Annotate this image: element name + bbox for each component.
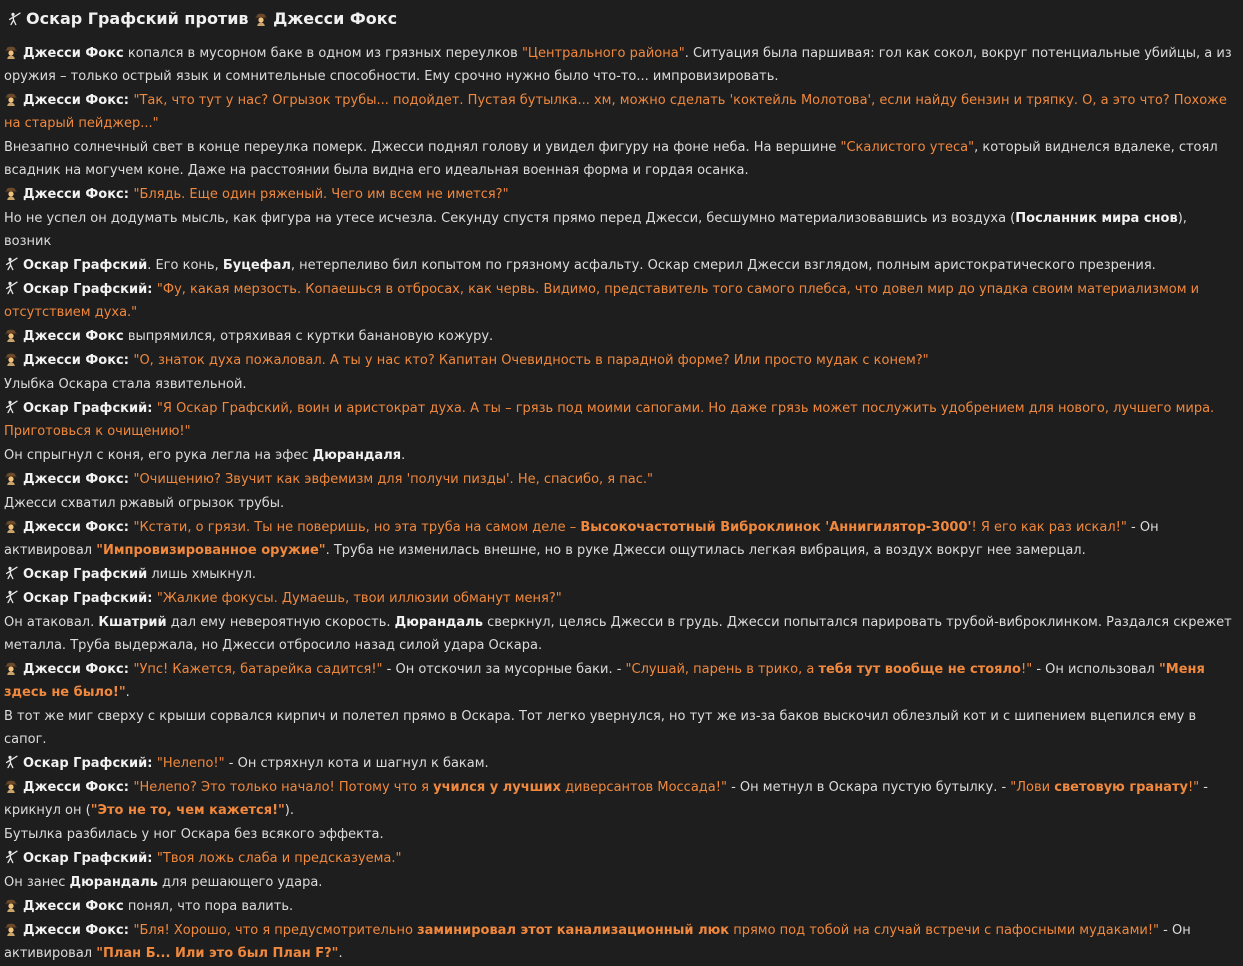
text: . bbox=[401, 447, 406, 463]
title-name-oskar: Оскар Графский bbox=[26, 9, 179, 28]
bold-text: Кшатрий bbox=[98, 615, 167, 631]
text: Он атаковал. bbox=[4, 615, 99, 631]
quote-text: "Так, что тут у нас? Огрызок трубы... подойдет. Пустая бутылка... хм, можно сделать 'коктейль Молотова', если найду бензин и тряпку. О, а это что? Похоже на старый пейджер..." bbox=[4, 92, 1227, 131]
message-line bbox=[4, 517, 1237, 563]
message-line bbox=[4, 848, 1237, 871]
text: лишь хмыкнул. bbox=[147, 566, 257, 582]
bold-text: Джесси Фокс: bbox=[23, 923, 134, 939]
text: . bbox=[125, 684, 130, 700]
detective-icon bbox=[4, 328, 18, 342]
fencer-icon bbox=[4, 257, 18, 271]
message-line bbox=[4, 43, 1237, 89]
quote-text: "Очищению? Звучит как эвфемизм для 'получи пизды'. Не, спасибо, я пас." bbox=[133, 471, 653, 487]
bold-text: Оскар Графский: bbox=[23, 591, 157, 607]
message-line bbox=[4, 588, 1237, 611]
bold-text: Джесси Фокс bbox=[23, 46, 124, 61]
quote-text: ! Я его как раз искал!" bbox=[971, 520, 1127, 536]
quote-text: !" bbox=[1021, 662, 1033, 678]
quote-text: "Центрального района" bbox=[521, 46, 685, 61]
detective-icon bbox=[4, 661, 18, 675]
bold-text: Джесси Фокс: bbox=[23, 471, 134, 487]
text: - Он стряхнул кота и шагнул к бакам. bbox=[224, 755, 489, 771]
bold-text: Оскар Графский: bbox=[23, 850, 157, 866]
fencer-icon bbox=[4, 281, 18, 295]
text: для решающего удара. bbox=[157, 875, 323, 891]
bold-text: Дюрандаль bbox=[69, 875, 158, 891]
message-line bbox=[4, 90, 1237, 136]
bold-quote-text: тебя тут вообще не стояло bbox=[818, 662, 1021, 678]
bold-text: Оскар Графский bbox=[23, 257, 148, 273]
page-title bbox=[7, 8, 1237, 30]
text: . Его конь, bbox=[147, 257, 223, 273]
message-line bbox=[4, 920, 1237, 966]
message-line bbox=[4, 398, 1237, 444]
message-line bbox=[4, 896, 1237, 919]
quote-text: "Фу, какая мерзость. Копаешься в отбросах, как червь. Видимо, представитель того самого плебса, что довел мир до упадка своим материализмом и отсутствием духа." bbox=[4, 281, 1200, 320]
bold-text: Дюрандаля bbox=[312, 447, 402, 463]
message-line bbox=[4, 659, 1237, 705]
bold-text: Джесси Фокс: bbox=[23, 662, 134, 678]
message-line bbox=[4, 445, 1237, 468]
bold-quote-text: световую гранату bbox=[1054, 779, 1188, 795]
quote-text: !" bbox=[1187, 779, 1200, 795]
quote-text: "О, знаток духа пожаловал. А ты у нас кто? Капитан Очевидность в парадной форме? Или просто мудак с конем?" bbox=[133, 352, 929, 368]
bold-quote-text: Высокочастотный Виброклинок 'Аннигилятор-3000' bbox=[580, 520, 972, 536]
text: Улыбка Оскара стала язвительной. bbox=[4, 376, 247, 392]
bold-quote-text: "Меня здесь не было!" bbox=[4, 662, 1205, 700]
text: Но не успел он додумать мысль, как фигура на утесе исчезла. Секунду спустя прямо перед Джесси, бесшумно материализовавшись из воздуха ( bbox=[4, 210, 1016, 226]
text: выпрямился, отряхивая с куртки банановую кожуру. bbox=[123, 328, 494, 344]
message-line bbox=[4, 184, 1237, 207]
detective-icon bbox=[4, 92, 18, 106]
quote-text: "Слушай, парень в трико, а bbox=[625, 662, 819, 678]
text: - Он активировал bbox=[4, 520, 1159, 558]
message-line bbox=[4, 374, 1237, 397]
bold-text: Джесси Фокс: bbox=[23, 779, 134, 795]
fencer-icon bbox=[4, 755, 18, 769]
text: - крикнул он ( bbox=[4, 779, 1208, 818]
message-line bbox=[4, 326, 1237, 349]
text: . Труба не изменилась внешне, но в руке Джесси ощутилась легкая вибрация, а воздух вокруг нее замерцал. bbox=[325, 542, 1086, 558]
message-line bbox=[4, 872, 1237, 895]
bold-text: Джесси Фокс bbox=[23, 328, 124, 344]
bold-text: Оскар Графский bbox=[23, 566, 148, 582]
detective-icon bbox=[4, 45, 18, 59]
quote-text: "Я Оскар Графский, воин и аристократ духа. А ты – грязь под моими сапогами. Но даже грязь может послужить удобрением для нового, лучшего мира. Приготовься к очищению!" bbox=[4, 400, 1215, 439]
fencer-icon bbox=[4, 400, 18, 414]
message-line bbox=[4, 137, 1237, 183]
bold-text: Джесси Фокс: bbox=[23, 352, 134, 368]
text: , нетерпеливо бил копытом по грязному асфальту. Оскар смерил Джесси взглядом, полным аристократического презрения. bbox=[290, 257, 1156, 273]
quote-text: "Упс! Кажется, батарейка садится!" bbox=[133, 662, 383, 678]
quote-text: "Лови bbox=[1010, 779, 1055, 795]
bold-text: Оскар Графский: bbox=[23, 281, 157, 297]
text: Бутылка разбилась у ног Оскара без всякого эффекта. bbox=[4, 826, 384, 842]
bold-text: Оскар Графский: bbox=[23, 400, 157, 416]
bold-text: Оскар Графский: bbox=[23, 755, 157, 771]
detective-icon bbox=[4, 471, 18, 485]
text: В тот же миг сверху с крыши сорвался кирпич и полетел прямо в Оскара. Тот легко увернулся, но тут же из-за баков выскочил облезлый кот и с шипением вцепился ему в сапог. bbox=[4, 708, 1197, 747]
bold-quote-text: учился у лучших bbox=[433, 779, 561, 795]
message-line bbox=[4, 469, 1237, 492]
quote-text: "Кстати, о грязи. Ты не поверишь, но эта труба на самом деле – bbox=[133, 520, 581, 536]
message-line bbox=[4, 777, 1237, 823]
text: копался в мусорном баке в одном из грязных переулков bbox=[123, 46, 522, 61]
detective-icon bbox=[4, 898, 18, 912]
text: - Он метнул в Оскара пустую бутылку. - bbox=[726, 779, 1011, 795]
bold-text: Дюрандаль bbox=[394, 615, 483, 631]
quote-text: "Блядь. Еще один ряженый. Чего им всем не имется?" bbox=[133, 186, 509, 202]
detective-icon bbox=[4, 779, 18, 793]
text: Внезапно солнечный свет в конце переулка померк. Джесси поднял голову и увидел фигуру на фоне неба. На вершине bbox=[4, 139, 841, 155]
message-line bbox=[4, 279, 1237, 325]
message-line bbox=[4, 255, 1237, 278]
detective-icon bbox=[4, 519, 18, 533]
message-line bbox=[4, 564, 1237, 587]
bold-text: Джесси Фокс bbox=[23, 899, 124, 915]
bold-text: Джесси Фокс: bbox=[23, 186, 134, 202]
bold-quote-text: заминировал этот канализационный люк bbox=[417, 923, 730, 939]
text: - Он отскочил за мусорные баки. - bbox=[382, 662, 626, 678]
fencer-icon bbox=[7, 12, 21, 26]
detective-icon bbox=[254, 12, 268, 26]
text: . Ситуация была паршивая: гол как сокол, вокруг потенциальные убийцы, а из оружия – только острый язык и сомнительные способности. Ему срочно нужно было что-то... импровизировать. bbox=[4, 46, 1232, 84]
fencer-icon bbox=[4, 850, 18, 864]
quote-text: "Скалистого утеса" bbox=[840, 139, 975, 155]
bold-text: Джесси Фокс: bbox=[23, 92, 134, 108]
quote-text: прямо под тобой на случай встречи с пафосными мудаками!" bbox=[729, 923, 1160, 939]
message-line bbox=[4, 208, 1237, 254]
text: Джесси схватил ржавый огрызок трубы. bbox=[4, 496, 285, 511]
text: . bbox=[338, 946, 343, 961]
message-line bbox=[4, 612, 1237, 658]
text: Он занес bbox=[4, 875, 70, 891]
message-line bbox=[4, 824, 1237, 847]
quote-text: диверсантов Моссада!" bbox=[560, 779, 727, 795]
bold-text: Буцефал bbox=[222, 257, 291, 273]
text: - Он активировал bbox=[4, 923, 1191, 961]
quote-text: "Жалкие фокусы. Думаешь, твои иллюзии обманут меня?" bbox=[156, 591, 562, 607]
title-versus: против bbox=[178, 9, 255, 28]
quote-text: "Нелепо? Это только начало! Потому что я bbox=[133, 779, 434, 795]
message-line bbox=[4, 350, 1237, 373]
fencer-icon bbox=[4, 590, 18, 604]
message-line bbox=[4, 706, 1237, 752]
bold-text: Посланник мира снов bbox=[1015, 210, 1178, 226]
message-line bbox=[4, 753, 1237, 776]
text: дал ему невероятную скорость. bbox=[166, 615, 395, 631]
bold-quote-text: "Это не то, чем кажется!" bbox=[90, 802, 285, 818]
text: сверкнул, целясь Джесси в грудь. Джесси попытался парировать трубой-виброклинком. Раздался скрежет металла. Труба выдержала, но Джесси отбросило назад силой удара Оскара. bbox=[4, 615, 1232, 653]
detective-icon bbox=[4, 186, 18, 200]
message-line bbox=[4, 493, 1237, 516]
text: ). bbox=[284, 802, 295, 818]
text: Он спрыгнул с коня, его рука легла на эфес bbox=[4, 447, 313, 463]
text: ), возник bbox=[4, 210, 1187, 249]
bold-text: Джесси Фокс: bbox=[23, 520, 134, 536]
quote-text: "Бля! Хорошо, что я предусмотрительно bbox=[133, 923, 418, 939]
message-list bbox=[4, 43, 1237, 966]
bold-quote-text: "План Б... Или это был План F?" bbox=[96, 946, 339, 961]
detective-icon bbox=[4, 922, 18, 936]
fencer-icon bbox=[4, 566, 18, 580]
detective-icon bbox=[4, 352, 18, 366]
text: понял, что пора валить. bbox=[123, 899, 294, 915]
text: , который виднелся вдалеке, стоял всадник на могучем коне. Даже на расстоянии была видна его идеальная военная форма и гордая осанка. bbox=[4, 139, 1218, 178]
quote-text: "Нелепо!" bbox=[156, 755, 225, 771]
bold-quote-text: "Импровизированное оружие" bbox=[96, 542, 326, 558]
text: - Он использовал bbox=[1032, 662, 1159, 678]
quote-text: "Твоя ложь слаба и предсказуема." bbox=[156, 850, 402, 866]
title-name-jessie: Джесси Фокс bbox=[273, 9, 398, 28]
